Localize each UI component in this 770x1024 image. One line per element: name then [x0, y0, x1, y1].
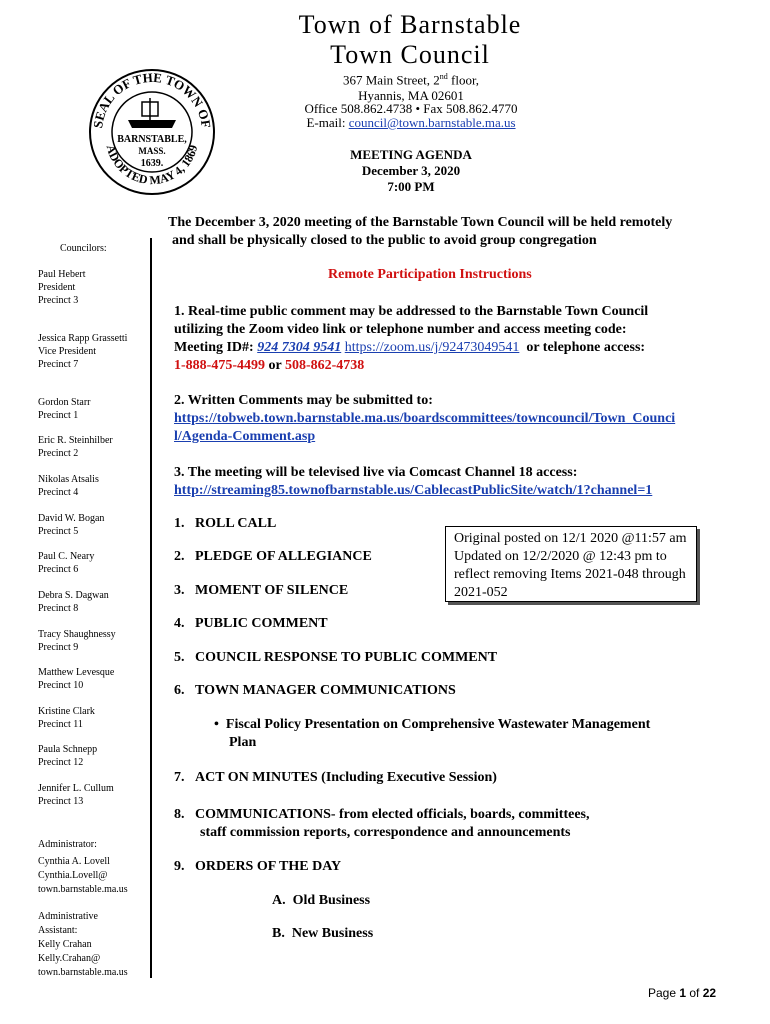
- agenda-item: 3. MOMENT OF SILENCE: [174, 583, 349, 598]
- page-number: Page 1 of 22: [648, 986, 717, 1000]
- section3: 3. The meeting will be televised live via Comcast Channel 18 access: http://streaming85.townofbarnstable.us/CablecastPublicSite/watch/1?channel=1: [174, 464, 754, 500]
- agenda-item: 1. ROLL CALL: [174, 516, 277, 531]
- councilor-entry: Tracy Shaughnessy Precinct 9: [38, 629, 116, 653]
- bullet-icon: •: [214, 717, 219, 732]
- agenda-time: 7:00 PM: [387, 179, 435, 194]
- section2: 2. Written Comments may be submitted to: https://tobweb.town.barnstable.ma.us/boardscommittees/towncouncil/Town_Counci l/Agenda-Comment.asp: [174, 392, 754, 446]
- agenda-item: 2. PLEDGE OF ALLEGIANCE: [174, 549, 372, 564]
- councilor-entry: Kristine Clark Precinct 11: [38, 706, 95, 730]
- posting-notice: Original posted on 12/1 2020 @11:57 am Updated on 12/2/2020 @ 12:43 pm to reflect removing Items 2021-048 through 2021-052: [445, 526, 697, 602]
- councilor-entry: Matthew Levesque Precinct 10: [38, 667, 115, 691]
- sub-item: B. New Business: [272, 926, 374, 941]
- councilor-entry: Jennifer L. Cullum Precinct 13: [38, 783, 114, 807]
- sub-item: A. Old Business: [272, 893, 371, 908]
- councilor-entry: Eric R. Steinhilber Precinct 2: [38, 435, 113, 459]
- agenda-item: 5. COUNCIL RESPONSE TO PUBLIC COMMENT: [174, 650, 498, 665]
- councilor-entry: Paul C. Neary Precinct 6: [38, 551, 95, 575]
- councilor-entry: Jessica Rapp Grassetti Vice President Precinct 7: [38, 333, 128, 370]
- address-line-2: Hyannis, MA 02601: [358, 88, 464, 103]
- svg-text:1639.: 1639.: [140, 158, 164, 169]
- meeting-id-link[interactable]: 924 7304 9541: [257, 340, 342, 355]
- address-line-1: 367 Main Street, 2nd floor,: [342, 72, 479, 88]
- councilor-entry: David W. Bogan Precinct 5: [38, 513, 105, 537]
- agenda-item: 9. ORDERS OF THE DAY: [174, 859, 342, 874]
- agenda-heading: MEETING AGENDA: [350, 147, 472, 162]
- svg-text:BARNSTABLE,: BARNSTABLE,: [117, 134, 187, 145]
- comment-link[interactable]: https://tobweb.town.barnstable.ma.us/boardscommittees/towncouncil/Town_Counci l/Agenda-Comment.asp: [174, 411, 676, 444]
- councilor-entry: Paula Schnepp Precinct 12: [38, 744, 98, 768]
- councilor-entry: Nikolas Atsalis Precinct 4: [38, 474, 99, 498]
- svg-text:ADOPTED MAY 4, 1869: ADOPTED MAY 4, 1869: [103, 143, 201, 188]
- remote-heading: Remote Participation Instructions: [328, 267, 532, 282]
- town-title: Town of Barnstable: [298, 10, 522, 39]
- svg-text:MASS.: MASS.: [138, 146, 166, 156]
- agenda-date: December 3, 2020: [361, 163, 461, 178]
- zoom-link[interactable]: https://zoom.us/j/92473049541: [344, 340, 520, 355]
- assistant-block: Administrative Assistant: Kelly Crahan Kelly.Crahan@ town.barnstable.ma.us: [38, 911, 128, 978]
- agenda-item: 8. COMMUNICATIONS- from elected officials, boards, committees, staff commission reports, correspondence and announcements: [174, 807, 590, 840]
- intro-line-1: The December 3, 2020 meeting of the Barnstable Town Council will be held remotely: [168, 215, 673, 230]
- streaming-link[interactable]: http://streaming85.townofbarnstable.us/CablecastPublicSite/watch/1?channel=1: [174, 483, 653, 498]
- bullet-item: • Fiscal Policy Presentation on Comprehensive Wastewater Management Plan: [214, 717, 651, 750]
- administrator-block: Administrator: Cynthia A. Lovell Cynthia.Lovell@ town.barnstable.ma.us: [38, 839, 128, 895]
- email-label: E-mail:: [306, 115, 349, 130]
- section1: 1. Real-time public comment may be addressed to the Barnstable Town Council utilizing the Zoom video link or telephone number and access meeting code: Meeting ID#: 924 7304 9541 https://zoom.us/j/92473049541 or telephone access: 1-888-475-4499 or 508-862-4738: [174, 304, 649, 373]
- councilors-heading: Councilors:: [60, 243, 107, 254]
- councilor-entry: Paul Hebert President Precinct 3: [38, 269, 86, 306]
- intro-line-2: and shall be physically closed to the public to avoid group congregation: [172, 233, 597, 248]
- agenda-item: 4. PUBLIC COMMENT: [174, 616, 328, 631]
- councilor-entry: Gordon Starr Precinct 1: [38, 397, 91, 421]
- councilor-entry: Debra S. Dagwan Precinct 8: [38, 590, 109, 614]
- svg-text:SEAL OF THE TOWN OF: SEAL OF THE TOWN OF: [90, 69, 214, 129]
- agenda-item: 7. ACT ON MINUTES (Including Executive Session): [174, 770, 497, 785]
- council-title: Town Council: [330, 40, 490, 69]
- email-link[interactable]: council@town.barnstable.ma.us: [348, 115, 516, 130]
- phone-fax: Office 508.862.4738 • Fax 508.862.4770: [304, 101, 518, 116]
- agenda-item: 6. TOWN MANAGER COMMUNICATIONS: [174, 683, 456, 698]
